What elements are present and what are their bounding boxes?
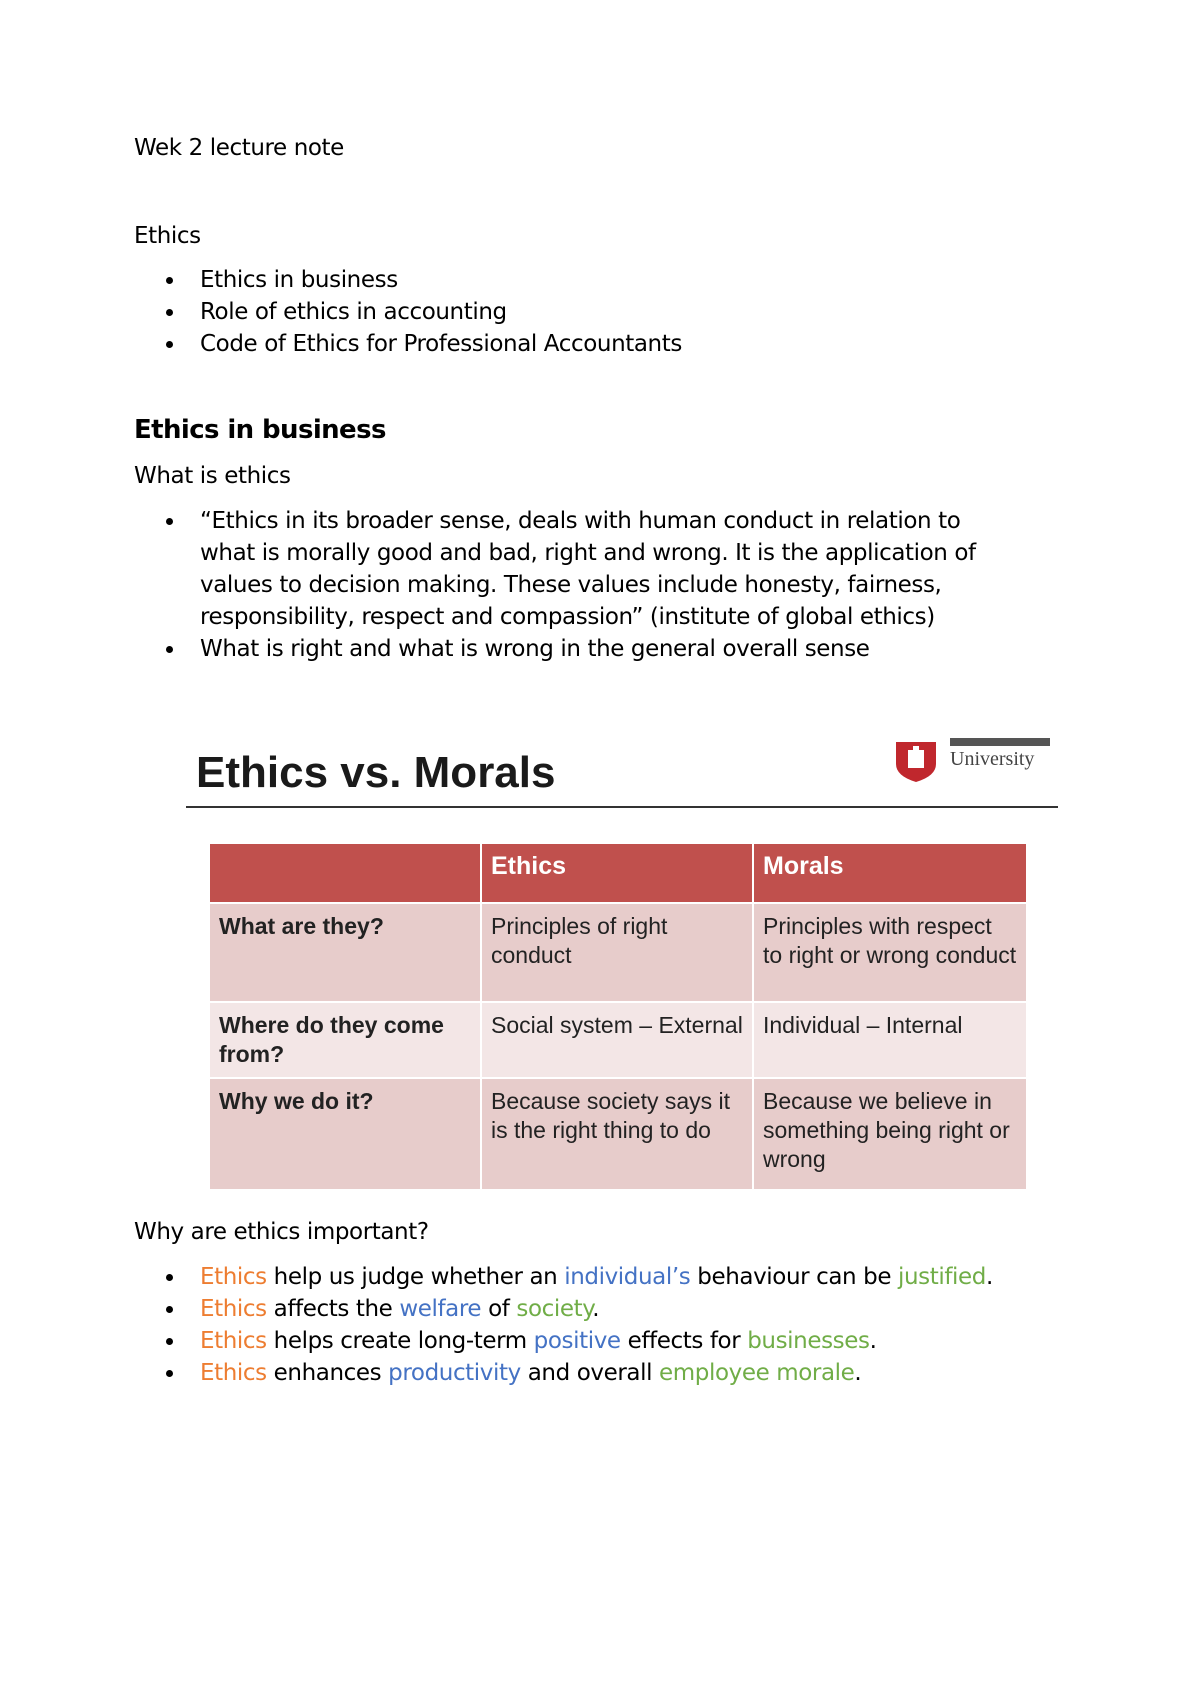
list-item: Ethics helps create long-term positive effects for businesses. — [126, 1325, 1126, 1357]
list-item: Ethics enhances productivity and overall employee morale. — [126, 1357, 1126, 1389]
question-why-important: Why are ethics important? — [134, 1219, 429, 1245]
table-cell: Principles of right conduct — [481, 903, 753, 1002]
table-cell: Because we believe in something being right or wrong — [753, 1078, 1027, 1190]
list-item: Ethics in business — [126, 264, 1026, 296]
section-heading: Ethics in business — [134, 415, 386, 445]
university-logo — [894, 742, 1064, 782]
table-cell: Principles with respect to right or wrong conduct — [753, 903, 1027, 1002]
question-what-is-ethics: What is ethics — [134, 463, 291, 489]
logo-text: University — [950, 748, 1035, 770]
list-item: “Ethics in its broader sense, deals with human conduct in relation to what is morally good and bad, right and wrong. It is the application of values to decision making. These values include honesty, fairness, responsibility, respect and compassion” (institute of global ethics) — [126, 505, 986, 633]
intro-heading: Ethics — [134, 223, 201, 249]
table-header-row — [209, 843, 1027, 903]
header-cell-blank — [209, 843, 481, 903]
table-cell: Because society says it is the right thing to do — [481, 1078, 753, 1190]
slide-title: Ethics vs. Morals — [196, 748, 556, 797]
list-item: Code of Ethics for Professional Accountants — [126, 328, 1026, 360]
document-title: Wek 2 lecture note — [134, 135, 344, 161]
slide-divider — [186, 806, 1058, 808]
list-item: What is right and what is wrong in the general overall sense — [126, 633, 986, 665]
comparison-table — [208, 842, 1028, 1191]
row-label: Why we do it? — [209, 1078, 481, 1190]
table-row — [209, 903, 1027, 1002]
list-item: Ethics help us judge whether an individual’s behaviour can be justified. — [126, 1261, 1126, 1293]
table-cell: Individual – Internal — [753, 1002, 1027, 1078]
university-crest-icon — [894, 742, 938, 782]
table-row — [209, 1078, 1027, 1190]
table-row — [209, 1002, 1027, 1078]
ethics-vs-morals-slide — [172, 740, 1072, 1190]
header-cell-morals: Morals — [753, 843, 1027, 903]
header-cell-ethics: Ethics — [481, 843, 753, 903]
table-cell: Social system – External — [481, 1002, 753, 1078]
intro-list — [126, 264, 1026, 360]
row-label: What are they? — [209, 903, 481, 1002]
list-item: Ethics affects the welfare of society. — [126, 1293, 1126, 1325]
row-label: Where do they come from? — [209, 1002, 481, 1078]
definition-list — [126, 505, 986, 665]
list-item: Role of ethics in accounting — [126, 296, 1026, 328]
importance-list — [126, 1261, 1126, 1389]
